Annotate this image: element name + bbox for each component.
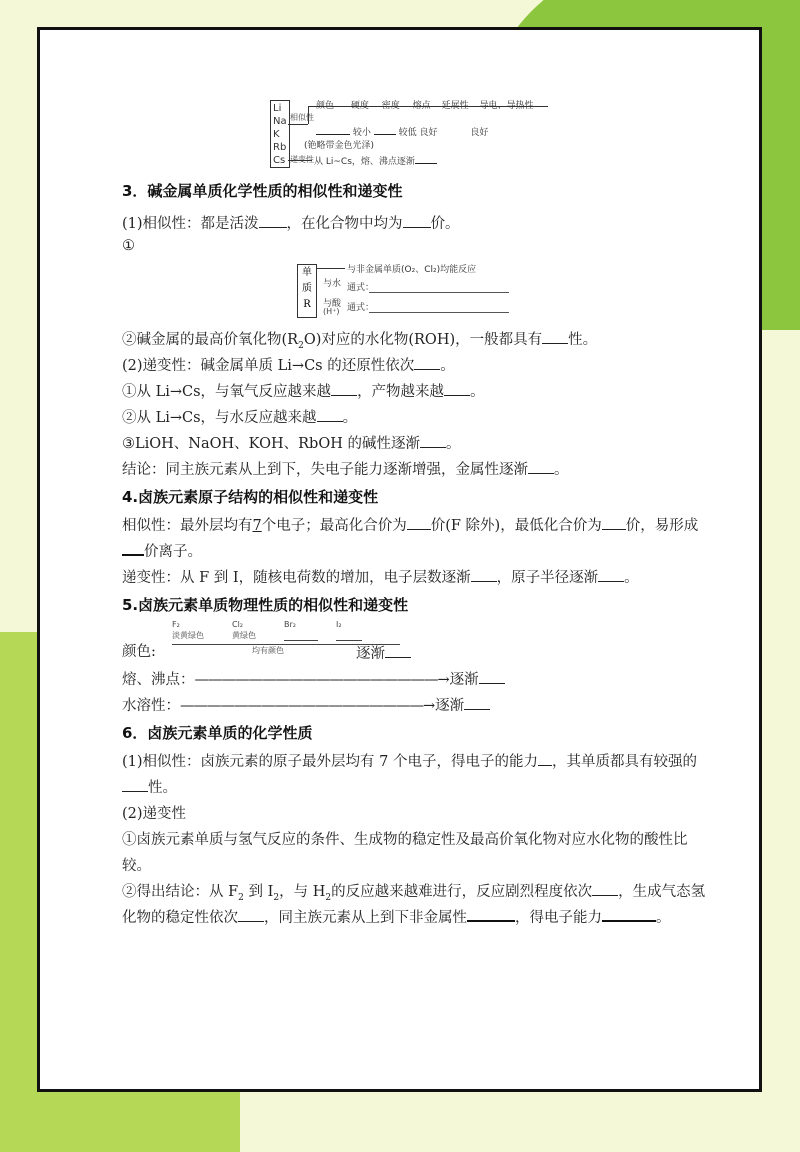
electron-count: 7 xyxy=(252,518,262,534)
blank[interactable] xyxy=(420,435,446,448)
s3-line-6 xyxy=(122,406,357,427)
blank[interactable] xyxy=(336,640,362,641)
value-melting: 较低 xyxy=(398,128,417,138)
blank[interactable] xyxy=(238,909,264,922)
text: 相似性：最外层均有 xyxy=(122,518,253,534)
box-char: 单 xyxy=(302,267,312,278)
substance-box xyxy=(297,264,317,318)
text: ，与 H xyxy=(279,884,326,900)
prop-ductility: 延展性 xyxy=(441,101,469,111)
text: ，同主族元素从上到下非金属性 xyxy=(264,910,467,926)
s6-line-3: (2)递变性 xyxy=(122,806,187,822)
text: ，在化合物中均为 xyxy=(286,216,403,232)
text: 到 I xyxy=(248,884,274,900)
connector xyxy=(288,160,312,161)
text: ②从 Li→Cs，与水反应越来越 xyxy=(122,410,317,426)
document-page xyxy=(37,27,762,1092)
blank[interactable] xyxy=(331,383,357,396)
single-substance-diagram xyxy=(297,262,537,320)
text: 。 xyxy=(445,436,461,452)
blank[interactable] xyxy=(538,753,552,766)
text: 。 xyxy=(342,410,358,426)
text: ，得电子能力 xyxy=(515,910,602,926)
section-4-heading: 4.卤族元素原子结构的相似性和递变性 xyxy=(122,488,379,506)
f2-label: F₂ xyxy=(172,620,180,629)
s5-solubility-line: 水溶性：——————————————————→逐渐 xyxy=(122,694,490,715)
s3-line-2: ① xyxy=(122,238,135,254)
text: 的反应越来越难进行，反应剧烈程度依次 xyxy=(331,884,593,900)
s6-line-1 xyxy=(122,750,697,771)
s6-line-5: 较。 xyxy=(122,858,151,874)
text: ，原子半径逐渐 xyxy=(496,570,599,586)
blank[interactable] xyxy=(479,671,505,684)
text: 个电子；最高化合价为 xyxy=(261,518,407,534)
text: ①从 Li→Cs，与氧气反应越来越 xyxy=(122,384,332,400)
prop-hardness: 硬度 xyxy=(350,101,369,111)
blank[interactable] xyxy=(316,122,350,135)
text: 价(F 除外)，最低化合价为 xyxy=(430,518,602,534)
prop-density: 密度 xyxy=(381,101,400,111)
blank[interactable] xyxy=(374,122,396,135)
cl2-label: Cl₂ xyxy=(232,620,244,629)
s5-color-line xyxy=(122,640,156,661)
s3-line-4 xyxy=(122,354,455,375)
text: 。 xyxy=(440,358,455,374)
section-5-heading: 5.卤族元素单质物理性质的相似性和递变性 xyxy=(122,596,409,614)
element-li: Li xyxy=(273,103,282,114)
blank[interactable] xyxy=(528,461,554,474)
connector xyxy=(288,124,308,125)
text: 。 xyxy=(554,462,569,478)
blank[interactable] xyxy=(602,517,626,530)
text: (1)相似性：都是活泼 xyxy=(122,216,259,232)
blank[interactable] xyxy=(317,409,343,422)
blank[interactable] xyxy=(122,779,148,792)
property-row xyxy=(316,98,533,111)
s3-line-1 xyxy=(122,212,460,233)
element-cs: Cs xyxy=(273,155,286,166)
text: 结论：同主族元素从上到下，失电子能力逐渐增强，金属性逐渐 xyxy=(122,462,528,478)
s6-line-2 xyxy=(122,776,177,797)
nonmetal-reaction: 与非金属单质(O₂、Cl₂)均能反应 xyxy=(347,265,477,275)
text: 价，易形成 xyxy=(625,518,699,534)
element-k: K xyxy=(273,129,280,140)
s6-line-6: ②得出结论：从 $F_2$ 到 $I_2$，与 $H_2$的反应越来越难进行，反应剧烈程度依次 ，生成气态氢 xyxy=(122,884,706,903)
blank[interactable] xyxy=(602,908,656,922)
f2-color: 淡黄绿色 xyxy=(172,631,204,640)
formula-label: 通式： xyxy=(347,303,375,313)
s4-line-1 xyxy=(122,514,698,535)
value-conductivity: 良好 xyxy=(470,128,489,138)
text: ②碱金属的最高价氧化物(R xyxy=(122,332,299,348)
formula-label: 通式： xyxy=(347,283,375,293)
s5-color-trend xyxy=(356,642,411,663)
element-rb: Rb xyxy=(273,142,287,153)
blank[interactable] xyxy=(284,640,318,641)
connector xyxy=(317,268,345,269)
box-char: 质 xyxy=(302,283,312,294)
branch-similar: 相似性 xyxy=(290,113,314,122)
text: O)对应的水化物(ROH)，一般都具有 xyxy=(303,332,543,348)
blank[interactable] xyxy=(122,542,144,556)
blank[interactable] xyxy=(592,883,618,896)
trend-line xyxy=(314,154,437,167)
i2-label: I₂ xyxy=(336,620,342,629)
text: 化物的稳定性依次 xyxy=(122,910,238,926)
br2-label: Br₂ xyxy=(284,620,296,629)
value-ductility: 良好 xyxy=(419,128,438,138)
blank[interactable] xyxy=(415,154,437,164)
water-reaction: 与水 xyxy=(323,279,342,289)
text: 。 xyxy=(624,570,639,586)
blank[interactable] xyxy=(542,331,568,344)
alkali-physical-diagram xyxy=(270,100,570,170)
branch-trend: 递变性 xyxy=(290,155,314,164)
text: 性。 xyxy=(148,780,177,796)
blank[interactable] xyxy=(259,215,287,228)
text: ，其单质都具有较强的 xyxy=(551,754,697,770)
prop-color: 颜色 xyxy=(316,101,335,111)
s3-line-5 xyxy=(122,380,485,401)
text: 熔、沸点： xyxy=(122,672,195,688)
text: 逐渐 xyxy=(356,646,385,662)
formula-blank[interactable] xyxy=(369,292,509,293)
text: 水溶性： xyxy=(122,698,180,714)
text: ，产物越来越 xyxy=(357,384,445,400)
text: 价。 xyxy=(430,216,460,232)
text: ②得出结论：从 F xyxy=(122,884,239,900)
blank[interactable] xyxy=(464,697,490,710)
box-char: R xyxy=(303,299,311,310)
blank[interactable] xyxy=(407,517,431,530)
value-hardness: 较小 xyxy=(352,128,371,138)
cl2-color: 黄绿色 xyxy=(232,631,256,640)
text: →逐渐 xyxy=(423,698,465,714)
blank[interactable] xyxy=(414,357,440,370)
element-na: Na xyxy=(273,116,287,127)
s4-line-3 xyxy=(122,566,639,587)
cesium-note: (铯略带金色光泽) xyxy=(304,141,375,151)
blank[interactable] xyxy=(444,383,470,396)
blank[interactable] xyxy=(467,908,515,922)
text: 颜色: xyxy=(122,644,156,660)
formula-blank[interactable] xyxy=(369,312,509,313)
text: →逐渐 xyxy=(437,672,479,688)
text: (1)相似性：卤族元素的原子最外层均有 7 个电子，得电子的能力 xyxy=(122,754,538,770)
element-list xyxy=(273,102,287,167)
text: 。 xyxy=(470,384,485,400)
blank[interactable] xyxy=(598,569,624,582)
text: 递变性：从 F 到 I，随核电荷数的增加，电子层数逐渐 xyxy=(122,570,471,586)
blank[interactable] xyxy=(471,569,497,582)
blank[interactable] xyxy=(385,645,411,658)
blank[interactable] xyxy=(403,215,431,228)
s6-line-7 xyxy=(122,906,671,927)
connector xyxy=(308,106,309,124)
text: (2)递变性：碱金属单质 Li→Cs 的还原性依次 xyxy=(122,358,415,374)
s3-line-3: ②碱金属的最高价氧化物$(R_2O)$对应的水化物(ROH)，一般都具有 性。 xyxy=(122,332,598,351)
acid-reaction: 与酸 xyxy=(323,299,342,309)
s6-line-4: ①卤族元素单质与氢气反应的条件、生成物的稳定性及最高价氧化物对应水化物的酸性比 xyxy=(122,832,688,848)
s4-line-2 xyxy=(122,540,202,561)
s3-line-7 xyxy=(122,432,460,453)
value-row xyxy=(316,122,488,138)
acid-subtext: (H⁺) xyxy=(323,307,340,316)
section-3-heading: 3．碱金属单质化学性质的相似性和递变性 xyxy=(122,182,403,200)
s5-melting-line: 熔、沸点：——————————————————→逐渐 xyxy=(122,668,505,689)
text: ，生成气态氢 xyxy=(618,884,706,900)
has-color-note: 均有颜色 xyxy=(252,646,284,655)
text: 价离子。 xyxy=(144,544,202,560)
prop-melting: 熔点 xyxy=(412,101,431,111)
trend-text: 从 Li~Cs，熔、沸点逐渐 xyxy=(314,157,415,167)
text: ③LiOH、NaOH、KOH、RbOH 的碱性逐渐 xyxy=(122,436,420,452)
text: 。 xyxy=(656,910,671,926)
s3-line-8 xyxy=(122,458,569,479)
section-6-heading: 6．卤族元素单质的化学性质 xyxy=(122,724,313,742)
prop-conductivity: 导电、导热性 xyxy=(479,101,534,111)
text: 性。 xyxy=(568,332,598,348)
